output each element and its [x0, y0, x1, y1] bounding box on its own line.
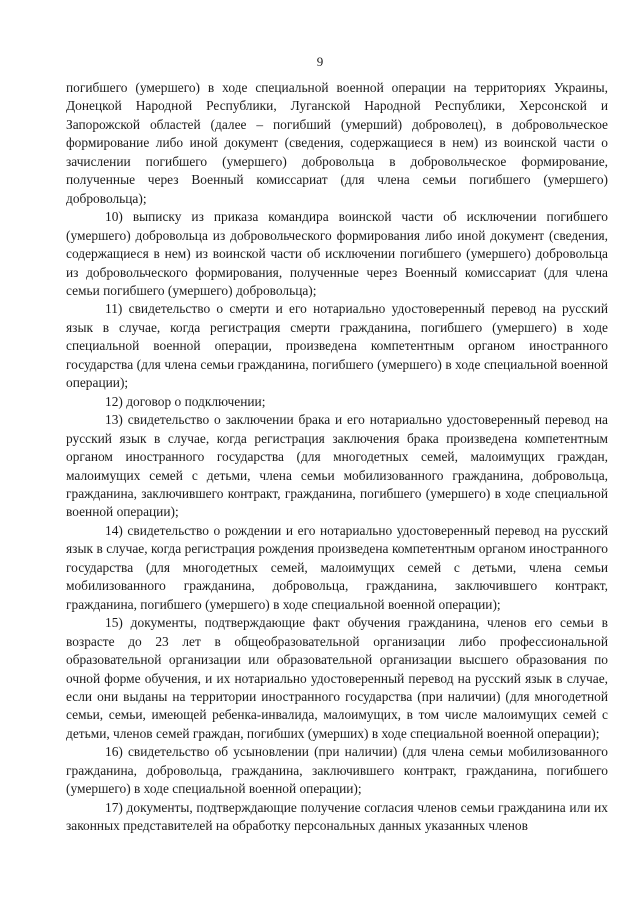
paragraph-item-15: 15) документы, подтверждающие факт обучения гражданина, членов его семьи в возрасте до 23 лет в общеобразовательной организации либо профессиональной образовательной организации или образовательной организации высшего образования по очной форме обучения, и их нотариально удостоверенный перевод на русский язык в случае, если они выданы на территории иностранного государства (при наличии) (для многодетной семьи, семьи, имеющей ребенка-инвалида, малоимущих, в том числе малоимущих семей с детьми, членов семей граждан, погибших (умерших) в ходе специальной военной операции);	[66, 615, 608, 741]
page-number: 9	[316, 54, 324, 69]
paragraph-item-16: 16) свидетельство об усыновлении (при наличии) (для члена семьи мобилизованного гражданина, добровольца, гражданина, заключившего контракт, гражданина, погибшего (умершего) в ходе специальной военной операции);	[66, 744, 608, 797]
paragraph-continuation: погибшего (умершего) в ходе специальной военной операции на территориях Украины, Донецкой Народной Республики, Луганской Народной Республики, Херсонской и Запорожской областей (далее – погибший (умерший) доброволец), в добровольческое формирование либо иной документ (сведения, содержащиеся в нем) из воинской части о зачислении погибшего (умершего) добровольца в добровольческое формирование, полученные через Военный комиссариат (для члена семьи погибшего (умершего) добровольца);	[66, 80, 608, 206]
document-body	[66, 79, 608, 836]
paragraph-item-17: 17) документы, подтверждающие получение согласия членов семьи гражданина или их законных представителей на обработку персональных данных указанных членов	[66, 799, 608, 834]
paragraph-item-10: 10) выписку из приказа командира воинской части об исключении погибшего (умершего) добровольца из добровольческого формирования либо иной документ (сведения, содержащиеся в нем) из воинской части об исключении погибшего (умершего) добровольца из добровольческого формирования, полученные через Военный комиссариат (для члена семьи погибшего (умершего) добровольца);	[66, 209, 608, 298]
paragraph-item-13: 13) свидетельство о заключении брака и его нотариально удостоверенный перевод на русский язык в случае, когда регистрация заключения брака произведена компетентным органом иностранного государства (для многодетных семей, малоимущих граждан, малоимущих семей с детьми, члена семьи мобилизованного гражданина, добровольца, гражданина, заключившего контракт, гражданина, погибшего (умершего) в ходе специальной военной операции);	[66, 412, 608, 520]
paragraph-item-14: 14) свидетельство о рождении и его нотариально удостоверенный перевод на русский язык в случае, когда регистрация рождения произведена компетентным органом иностранного государства (для многодетных семей, малоимущих семей с детьми, члена семьи мобилизованного гражданина, добровольца, гражданина, заключившего контракт, гражданина, погибшего (умершего) в ходе специальной военной операции);	[66, 522, 608, 612]
paragraph-item-11: 11) свидетельство о смерти и его нотариально удостоверенный перевод на русский язык в случае, когда регистрация смерти гражданина, погибшего (умершего) в ходе специальной военной операции, произведена компетентным органом иностранного государства (для члена семьи гражданина, погибшего (умершего) в ходе специальной военной операции);	[66, 301, 608, 391]
paragraph-item-12: 12) договор о подключении;	[105, 393, 266, 409]
